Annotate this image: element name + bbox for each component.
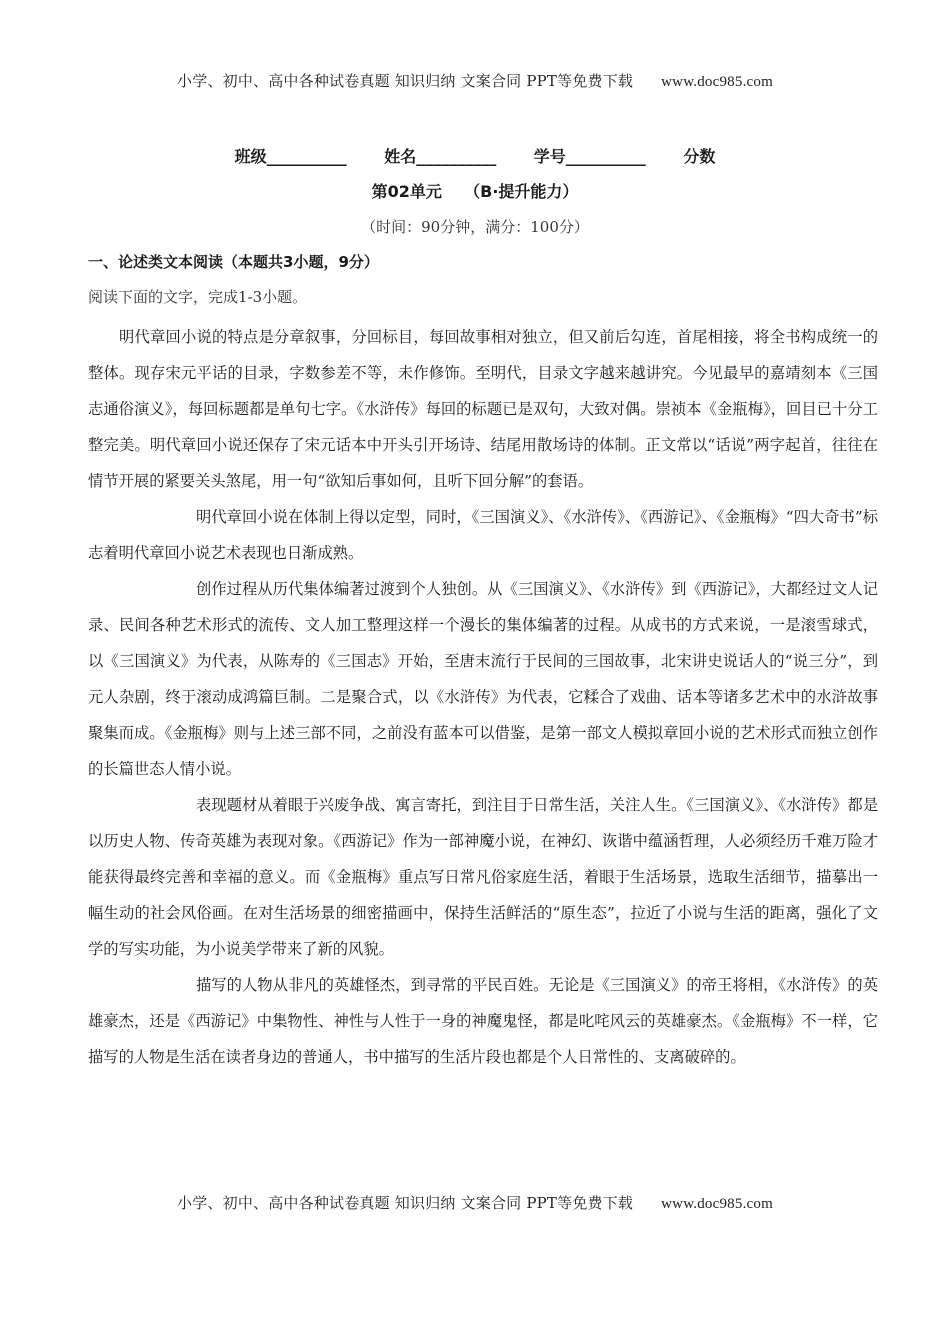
footer-url[interactable]: www.doc985.com <box>661 1196 773 1212</box>
reading-passage <box>88 319 878 1075</box>
footer-text: 小学、初中、高中各种试卷真题 知识归纳 文案合同 PPT等免费下载 <box>177 1194 634 1212</box>
header-text: 小学、初中、高中各种试卷真题 知识归纳 文案合同 PPT等免费下载 <box>177 72 634 90</box>
name-field[interactable]: 姓名__________ <box>384 147 497 166</box>
passage-paragraph: 表现题材从着眼于兴废争战、寓言寄托，到注目于日常生活，关注人生。《三国演义》、《水浒传》都是以历史人物、传奇英雄为表现对象。《西游记》作为一部神魔小说，在神幻、诙谐中蕴涵哲理，人必须经历千难万险才能获得最终完善和幸福的意义。而《金瓶梅》重点写日常凡俗家庭生活，着眼于生活场景，选取生活细节，描摹出一幅生动的社会风俗画。在对生活场景的细密描画中，保持生活鲜活的“原生态”，拉近了小说与生活的距离，强化了文学的写实功能，为小说美学带来了新的风貌。 <box>88 796 878 958</box>
class-field[interactable]: 班级__________ <box>234 147 347 166</box>
passage-paragraph: 明代章回小说在体制上得以定型，同时，《三国演义》、《水浒传》、《西游记》、《金瓶梅》“四大奇书”标志着明代章回小说艺术表现也日渐成熟。 <box>88 508 878 562</box>
time-info: （时间：90分钟，满分：100分） <box>361 218 589 236</box>
student-id-field[interactable]: 学号__________ <box>533 147 646 166</box>
score-field: 分数 <box>683 147 716 166</box>
unit-title: 第02单元 （B·提升能力） <box>371 182 579 201</box>
section-title: 一、论述类文本阅读（本题共3小题，9分） <box>88 253 379 271</box>
page-header <box>0 70 950 91</box>
passage-paragraph: 创作过程从历代集体编著过渡到个人独创。从《三国演义》、《水浒传》到《西游记》，大都经过文人记录、民间各种艺术形式的流传、文人加工整理这样一个漫长的集体编著的过程。从成书的方式来说，一是滚雪球式，以《三国演义》为代表，从陈寿的《三国志》开始，至唐末流行于民间的三国故事，北宋讲史说话人的“说三分”，到元人杂剧，终于滚动成鸿篇巨制。二是聚合式，以《水浒传》为代表，它糅合了戏曲、话本等诸多艺术中的水浒故事聚集而成。《金瓶梅》则与上述三部不同，之前没有蓝本可以借鉴，是第一部文人模拟章回小说的艺术形式而独立创作的长篇世态人情小说。 <box>88 580 878 778</box>
header-url[interactable]: www.doc985.com <box>661 74 773 90</box>
passage-paragraph: 明代章回小说的特点是分章叙事，分回标目，每回故事相对独立，但又前后勾连，首尾相接，将全书构成统一的整体。现存宋元平话的目录，字数参差不等，未作修饰。至明代，目录文字越来越讲究。今见最早的嘉靖刻本《三国志通俗演义》，每回标题都是单句七字。《水浒传》每回的标题已是双句，大致对偶。崇祯本《金瓶梅》，回目已十分工整完美。明代章回小说还保存了宋元话本中开头引开场诗、结尾用散场诗的体制。正文常以“话说”两字起首，往往在情节开展的紧要关头煞尾，用一句“欲知后事如何，且听下回分解”的套语。 <box>88 328 878 490</box>
passage-paragraph: 描写的人物从非凡的英雄怪杰，到寻常的平民百姓。无论是《三国演义》的帝王将相，《水浒传》的英雄豪杰，还是《西游记》中集物性、神性与人性于一身的神魔鬼怪，都是叱咤风云的英雄豪杰。《金瓶梅》不一样，它描写的人物是生活在读者身边的普通人，书中描写的生活片段也都是个人日常性的、支离破碎的。 <box>88 976 878 1066</box>
student-info-line <box>0 144 950 167</box>
reading-instruction: 阅读下面的文字，完成1-3小题。 <box>88 288 308 306</box>
page-footer <box>0 1192 950 1213</box>
